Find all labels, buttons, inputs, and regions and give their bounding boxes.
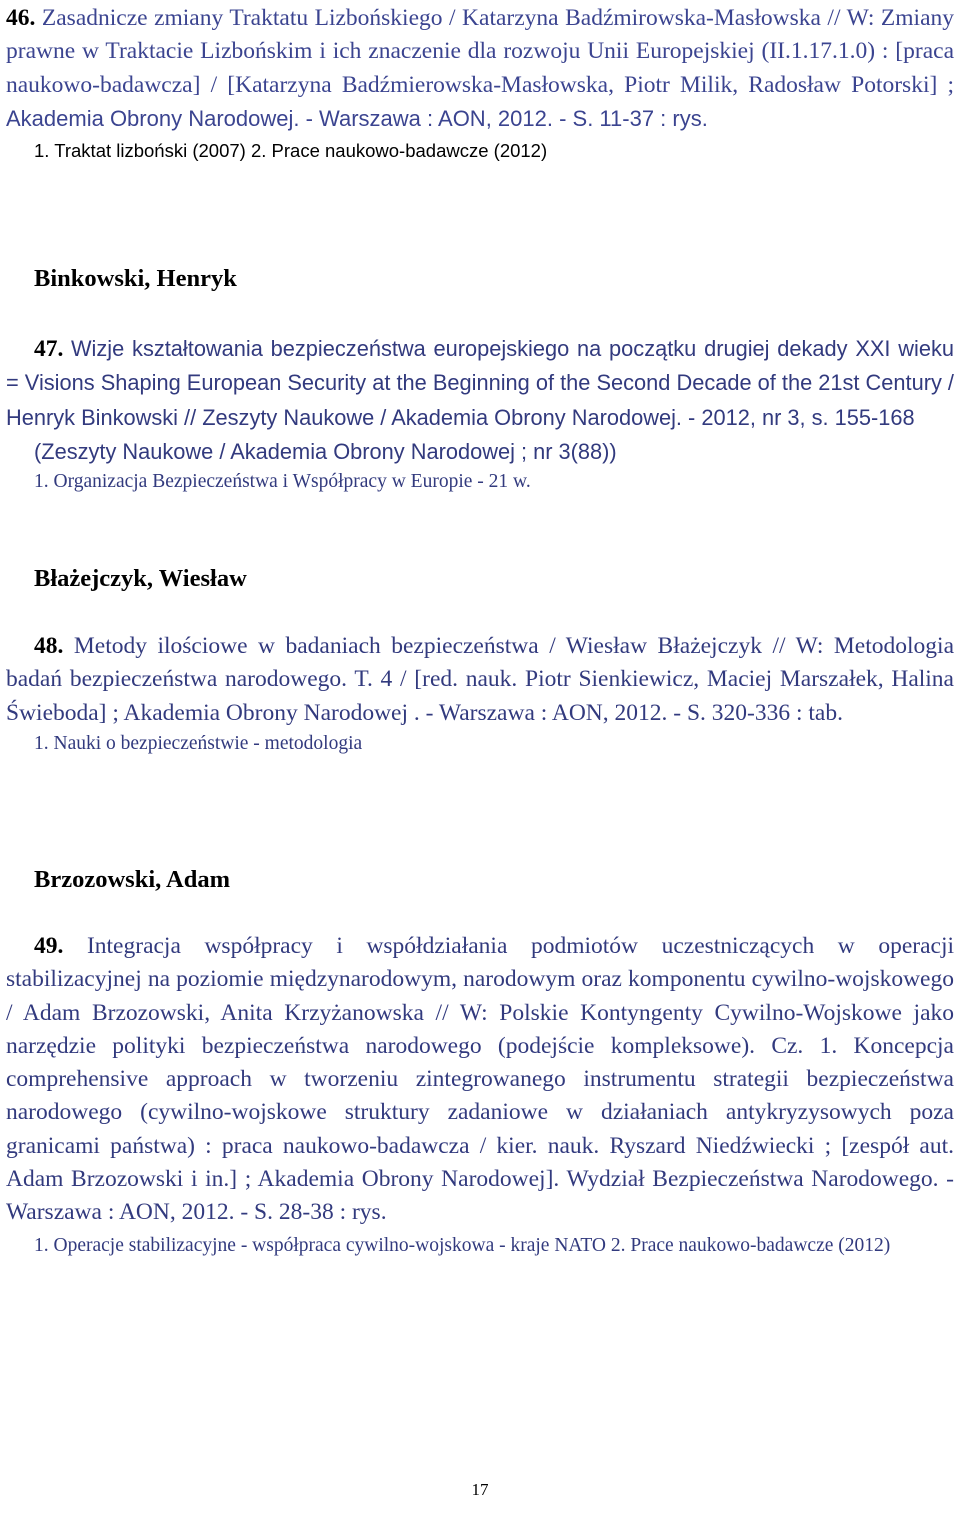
entry-48-text	[6, 630, 954, 730]
entry-49-text	[6, 930, 954, 1230]
entry-46	[6, 2, 954, 164]
entry-number: 48.	[34, 633, 64, 659]
entry-series: (Zeszyty Naukowe / Akademia Obrony Narodowej ; nr 3(88))	[34, 438, 617, 464]
entry-46-text	[6, 2, 954, 136]
entry-48	[6, 630, 954, 757]
author-heading: Brzozowski, Adam	[34, 866, 230, 893]
entry-subjects: 1. Operacje stabilizacyjne - współpraca cywilno-wojskowa - kraje NATO 2. Prace naukowo-badawcze (2012)	[34, 1234, 891, 1256]
entry-publication-info: Akademia Obrony Narodowej. - Warszawa : AON, 2012. - S. 11-37 : rys.	[6, 105, 708, 131]
entry-subjects: 1. Traktat lizboński (2007) 2. Prace naukowo-badawcze (2012)	[34, 140, 548, 162]
entry-49	[6, 930, 954, 1259]
entry-subjects: 1. Organizacja Bezpieczeństwa i Współpracy w Europie - 21 w.	[34, 470, 531, 492]
entry-number: 47.	[34, 336, 64, 362]
entry-subjects: 1. Nauki o bezpieczeństwie - metodologia	[34, 732, 363, 754]
entry-47	[6, 332, 954, 495]
entry-description: Integracja współpracy i współdziałania podmiotów uczestniczących w operacji stabilizacyjnej na poziomie międzynarodowym, narodowym oraz komponentu cywilno-wojskowego / Adam Brzozowski, Anita Krzyżanowska // W: Polskie Kontyngenty Cywilno-Wojskowe jako narzędzie polityki bezpieczeństwa narodowego (podejście kompleksowe). Cz. 1. Koncepcja comprehensive approach w tworzeniu zintegrowanego instrumentu strategii bezpieczeństwa narodowego (cywilno-wojskowe struktury zadaniowe w działaniach antykryzysowych poza granicami państwa) : praca naukowo-badawcza / kier. nauk. Ryszard Niedźwiecki ; [zespół aut. Adam Brzozowski i in.] ; Akademia Obrony Narodowej]. Wydział Bezpieczeństwa Narodowego. - Warszawa : AON, 2012. - S. 28-38 : rys.	[6, 933, 955, 1226]
author-heading: Błażejczyk, Wiesław	[34, 565, 247, 592]
entry-description: Metody ilościowe w badaniach bezpieczeństwa / Wiesław Błażejczyk // W: Metodologia badań bezpieczeństwa narodowego. T. 4 / [red. nauk. Piotr Sienkiewicz, Maciej Marszałek, Halina Świeboda] ; Akademia Obrony Narodowej . - Warszawa : AON, 2012. - S. 320-336 : tab.	[6, 633, 955, 726]
entry-description: Zasadnicze zmiany Traktatu Lizbońskiego / Katarzyna Badźmirowska-Masłowska // W: Zmiany prawne w Traktacie Lizbońskim i ich znaczenie dla rozwoju Unii Europejskiej (II.1.17.1.0) : [praca naukowo-badawcza] / [Katarzyna Badźmierowska-Masłowska, Piotr Milik, Radosław Potorski] ;	[6, 5, 955, 98]
entry-47-text	[6, 332, 954, 435]
entry-number: 46.	[6, 5, 36, 31]
entry-number: 49.	[34, 933, 64, 959]
author-heading: Binkowski, Henryk	[34, 265, 237, 292]
entry-description: Wizje kształtowania bezpieczeństwa europejskiego na początku drugiej dekady XXI wieku = Visions Shaping European Security at the Beginning of the Second Decade of the 21st Century / Henryk Binkowski // Zeszyty Naukowe / Akademia Obrony Narodowej. - 2012, nr 3, s. 155-168	[6, 336, 954, 430]
page-number: 17	[471, 1480, 489, 1499]
